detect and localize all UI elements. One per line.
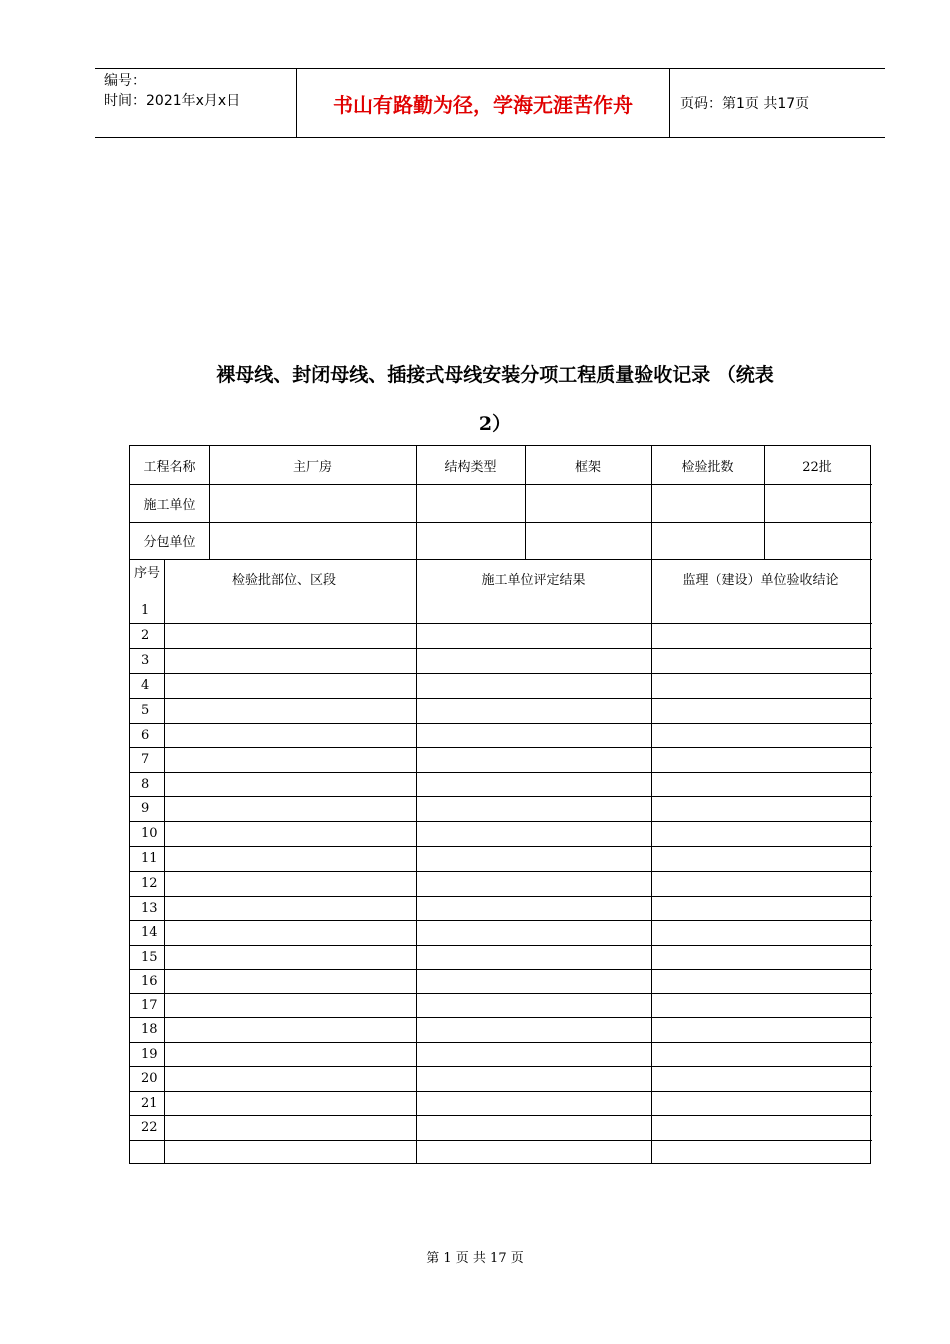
table-rule bbox=[130, 1091, 872, 1092]
info-value bbox=[525, 484, 651, 522]
column-header-construction: 施工单位评定结果 bbox=[481, 572, 586, 588]
header-divider bbox=[669, 69, 670, 137]
document-title: 裸母线、封闭母线、插接式母线安装分项工程质量验收记录 （统表 bbox=[216, 364, 774, 386]
acceptance-record-table bbox=[129, 445, 871, 1164]
table-rule bbox=[130, 796, 872, 797]
row-number: 9 bbox=[141, 801, 150, 816]
header-motto: 书山有路勤为径，学海无涯苦作舟 bbox=[333, 92, 633, 117]
table-rule bbox=[130, 871, 872, 872]
table-rule bbox=[130, 648, 872, 649]
info-value: 框架 bbox=[574, 459, 601, 475]
table-rule bbox=[130, 747, 872, 748]
row-number: 8 bbox=[141, 776, 150, 792]
info-label: 工程名称 bbox=[143, 459, 196, 475]
header-page-info: 页码：第1页 共17页 bbox=[680, 96, 810, 112]
header-meta bbox=[104, 71, 240, 111]
info-value bbox=[209, 522, 416, 559]
info-value bbox=[525, 522, 651, 559]
table-rule bbox=[130, 821, 872, 822]
row-number: 15 bbox=[141, 949, 158, 965]
row-number: 17 bbox=[141, 997, 158, 1013]
info-value bbox=[764, 484, 870, 522]
row-number: 19 bbox=[141, 1046, 158, 1062]
table-rule bbox=[130, 698, 872, 699]
table-rule bbox=[130, 1140, 872, 1141]
table-rule bbox=[130, 920, 872, 921]
info-label bbox=[651, 484, 764, 522]
table-rule bbox=[130, 1066, 872, 1067]
info-label: 施工单位 bbox=[143, 497, 196, 513]
table-rule bbox=[130, 1115, 872, 1116]
column-header-part: 检验批部位、区段 bbox=[232, 572, 337, 588]
info-label bbox=[416, 522, 525, 559]
info-label bbox=[651, 522, 764, 559]
document-header bbox=[95, 68, 885, 138]
table-rule bbox=[130, 846, 872, 847]
table-rule bbox=[416, 559, 417, 1164]
table-rule bbox=[164, 559, 165, 1164]
table-rule bbox=[130, 772, 872, 773]
time-label: 时间：2021年x月x日 bbox=[104, 93, 241, 109]
document-title-continued: 2） bbox=[478, 413, 512, 435]
info-value: 主厂房 bbox=[292, 459, 332, 475]
table-rule bbox=[130, 1017, 872, 1018]
table-rule bbox=[130, 945, 872, 946]
row-number: 3 bbox=[141, 653, 150, 668]
table-rule bbox=[130, 969, 872, 970]
table-rule bbox=[651, 559, 652, 1164]
row-number: 7 bbox=[141, 752, 150, 767]
row-number: 1 bbox=[141, 602, 150, 618]
table-rule bbox=[130, 723, 872, 724]
row-number: 14 bbox=[141, 925, 158, 940]
row-number: 13 bbox=[141, 900, 158, 916]
info-value bbox=[764, 522, 870, 559]
row-number: 18 bbox=[141, 1022, 158, 1037]
number-label: 编号： bbox=[104, 73, 146, 89]
row-number: 4 bbox=[141, 678, 150, 693]
table-rule bbox=[130, 993, 872, 994]
row-number: 5 bbox=[141, 703, 150, 718]
page-footer: 第 1 页 共 17 页 bbox=[426, 1251, 524, 1266]
row-number: 21 bbox=[141, 1095, 158, 1111]
table-rule bbox=[130, 623, 872, 624]
info-label: 结构类型 bbox=[444, 459, 497, 475]
row-number bbox=[130, 1140, 164, 1164]
row-number: 10 bbox=[141, 826, 158, 841]
row-number: 6 bbox=[141, 727, 150, 743]
info-label: 分包单位 bbox=[143, 535, 196, 550]
row-number: 20 bbox=[141, 1071, 158, 1086]
table-rule bbox=[130, 896, 872, 897]
row-number: 12 bbox=[141, 876, 158, 891]
row-number: 22 bbox=[141, 1120, 158, 1135]
table-rule bbox=[130, 673, 872, 674]
table-rule bbox=[130, 1042, 872, 1043]
info-value: 22批 bbox=[802, 459, 832, 475]
info-value bbox=[209, 484, 416, 522]
info-label bbox=[416, 484, 525, 522]
info-label: 检验批数 bbox=[681, 459, 734, 475]
row-number: 11 bbox=[141, 851, 158, 866]
column-header-seq: 序号 bbox=[133, 566, 160, 581]
row-number: 2 bbox=[141, 628, 150, 643]
row-number: 16 bbox=[141, 973, 158, 989]
column-header-supervision: 监理（建设）单位验收结论 bbox=[682, 572, 839, 588]
